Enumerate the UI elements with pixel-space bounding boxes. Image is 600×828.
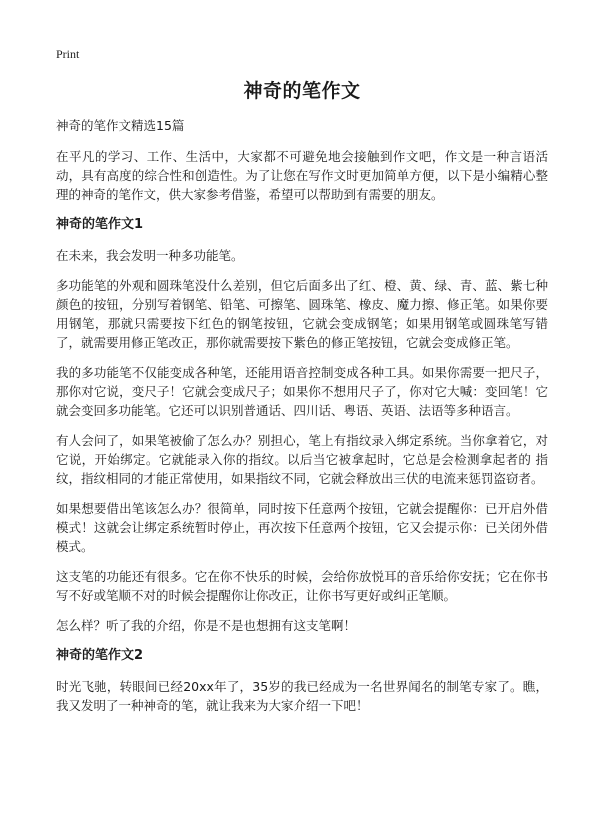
essay-2-paragraph: 时光飞驰，转眼间已经20xx年了，35岁的我已经成为一名世界闻名的制笔专家了。瞧，我又发明了一种神奇的笔，就让我来为大家介绍一下吧！: [56, 679, 548, 713]
essay-1-paragraph: 有人会问了，如果笔被偷了怎么办？别担心，笔上有指纹录入绑定系统。当你拿着它，对它说，开始绑定。它就能录入你的指纹。以后当它被拿起时，它总是会检测拿起者的 指纹，指纹相同的才能正常使用，如果指纹不同，它就会释放出三伏的电流来惩罚盗窃者。: [56, 433, 548, 486]
essay-2-heading: 神奇的笔作文2: [56, 648, 144, 663]
essay-1-paragraph: 多功能笔的外观和圆珠笔没什么差别，但它后面多出了红、橙、黄、绿、青、蓝、紫七种颜色的按钮，分别写着钢笔、铅笔、可擦笔、圆珠笔、橡皮、魔力擦、修正笔。如果你要用钢笔，那就只需要按下红色的钢笔按钮，它就会变成钢笔；如果用钢笔或圆珠笔写错了，就需要用修正笔改正，那你就需要按下紫色的修正笔按钮，它就会变成修正笔。: [56, 278, 548, 350]
essay-1-paragraph: 如果想要借出笔该怎么办？很简单，同时按下任意两个按钮，它就会提醒你：已开启外借模式！这就会让绑定系统暂时停止，再次按下任意两个按钮，它又会提示你：已关闭外借模式。: [56, 501, 548, 554]
essay-1-paragraph: 我的多功能笔不仅能变成各种笔，还能用语音控制变成各种工具。如果你需要一把尺子，那你对它说，变尺子！它就会变成尺子；如果你不想用尺子了，你对它大喊：变回笔！它就会变回多功能笔。它还可以识别普通话、四川话、粤语、英语、法语等多种语言。: [56, 365, 548, 418]
intro-paragraph: 在平凡的学习、工作、生活中，大家都不可避免地会接触到作文吧，作文是一种言语活动，具有高度的综合性和创造性。为了让您在写作文时更加简单方便，以下是小编精心整理的神奇的笔作文，供大家参考借鉴，希望可以帮助到有需要的朋友。: [56, 149, 548, 202]
essay-1-paragraph: 怎么样？听了我的介绍，你是不是也想拥有这支笔啊！: [56, 618, 357, 633]
page-title: 神奇的笔作文: [243, 80, 361, 102]
document-subtitle: 神奇的笔作文精选15篇: [56, 118, 185, 133]
essay-1-paragraph: 在未来，我会发明一种多功能笔。: [56, 248, 244, 263]
essay-1-heading: 神奇的笔作文1: [56, 217, 144, 232]
essay-1-paragraph: 这支笔的功能还有很多。它在你不快乐的时候，会给你放悦耳的音乐给你安抚；它在你书写不好或笔顺不对的时候会提醒你让你改正，让你书写更好或纠正笔顺。: [56, 569, 548, 603]
print-link[interactable]: Print: [56, 47, 80, 61]
document-body: [56, 78, 548, 726]
